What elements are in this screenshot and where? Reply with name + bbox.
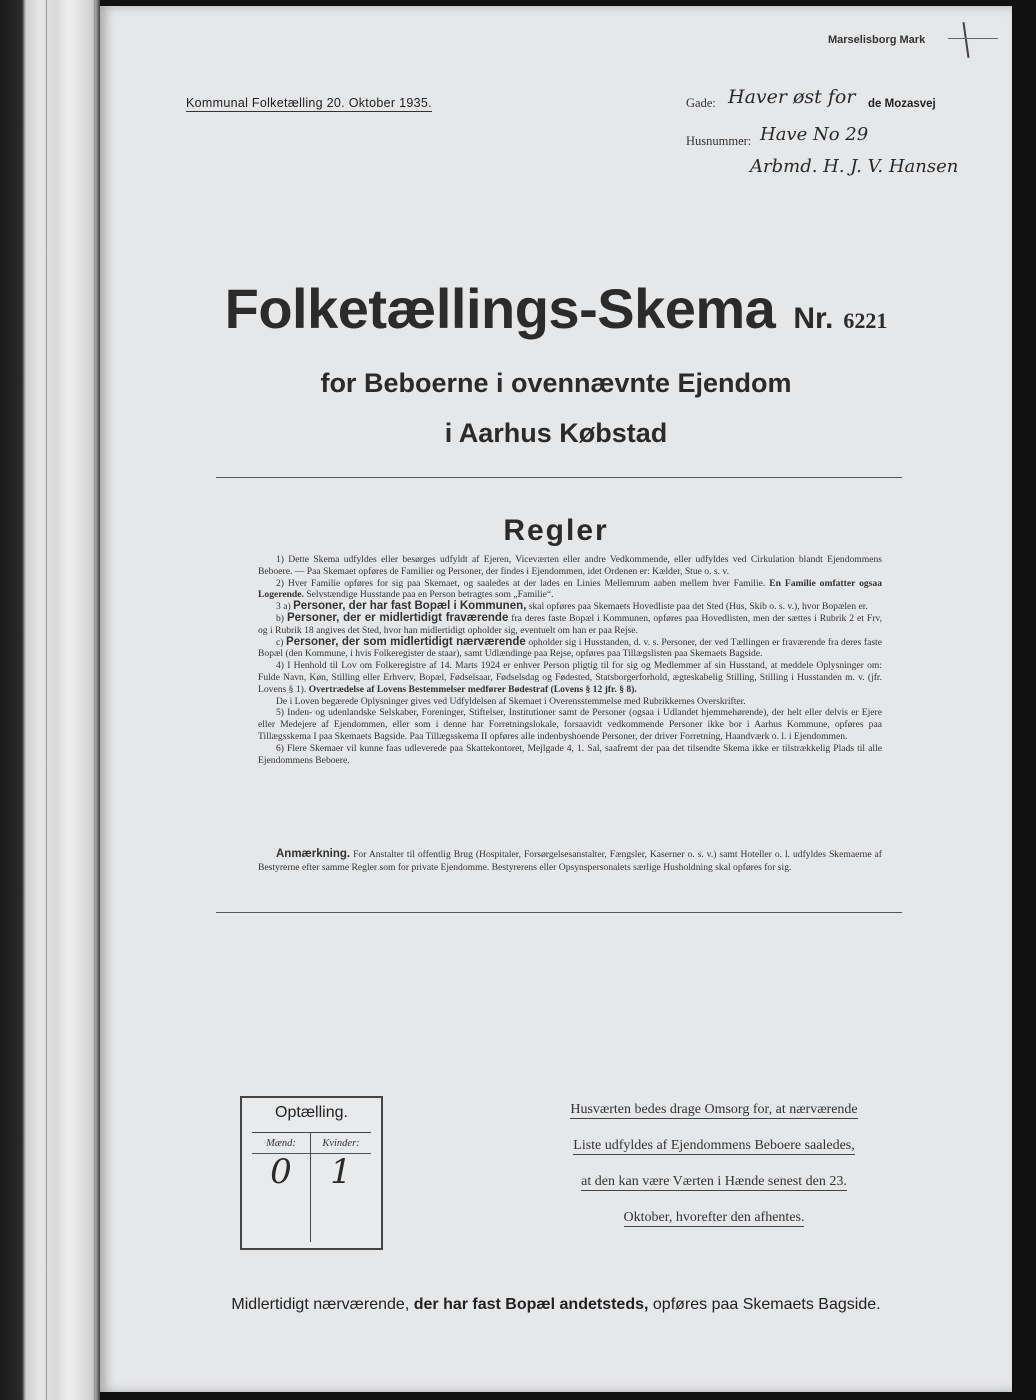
footer-note (100, 1296, 1012, 1314)
spine-edge-line (24, 0, 25, 1400)
rule-6: 6) Flere Skemaer vil kunne faas udleverede paa Skattekontoret, Mejlgade 4, 1. Sal, saafremt der paa det tilsendte Skema ikke er tilstrækkelig Plads til alle Ejendommens Beboere. (258, 742, 882, 766)
footer-part-2: der har fast Bopæl andetsteds, (413, 1296, 649, 1313)
annotation-paragraph (258, 848, 882, 874)
notice-line-2-text: Liste udfyldes af Ejendommens Beboere saaledes, (573, 1138, 855, 1153)
notice-line-4-text: Oktober, hvorefter den afhentes. (623, 1210, 805, 1225)
rule-2-tail: Selvstændige Husstande paa en Person betragtes som „Familie“. (306, 589, 554, 601)
rule-2-text: 2) Hver Familie opføres for sig paa Skemaet, og saaledes at der lades en Linies Mellemrum aaben mellem hver Familie. (276, 577, 766, 589)
rule-3a-text: skal opføres paa Skemaets Hovedliste paa det Sted (Hus, Skib o. s. v.), hvor Bopælen er. (528, 601, 868, 613)
notice-line-3 (542, 1172, 886, 1192)
rule-3b-num: b) (276, 612, 284, 624)
rule-5: 5) Inden- og udenlandske Selskaber, Foreninger, Stiftelser, Institutioner samt de Personer (ogsaa i Udlandet hjemmehørende), der helt eller delvis er Ejere eller Medejere af Ejendommen, eller som i denne har Forretningslokale, forsaavidt vedkommende Personer ikke bor i Aarhus Kommune, opføres paa Tillægsskema I paa Skemaets Bagside. Paa Tillægsskema II opføres alle indenbyshoende Personer, der driver Forretning, Haandværk o. l. i Ejendommen. (258, 707, 882, 742)
divider-line (216, 912, 902, 913)
men-label: Mænd: (266, 1138, 296, 1149)
rule-2-bold: En Familie omfatter ogsaa Logerende. (258, 577, 882, 601)
rule-4-text: 4) I Henhold til Lov om Folkeregistre af 14. Marts 1924 er enhver Person pligtig til for sig og Medlemmer af sin Husstand, at meddele Oplysninger om: Fulde Navn, Køn, Stilling eller Erhverv, Bopæl, Fødselsaar, Fødselsdag og Fødested, Statsborgerforhold, ægteskabelig Stilling, Stilling i Husstanden m. v. (jfr. Lovens § 1). (258, 660, 882, 695)
count-box-title: Optælling. (275, 1104, 348, 1121)
divider-line (216, 477, 902, 478)
rule-3a-bold: Personer, der har fast Bopæl i Kommunen, (293, 600, 527, 613)
form-title-main: Folketællings-Skema (224, 277, 776, 340)
footer-part-1: Midlertidigt nærværende, (231, 1296, 410, 1313)
annotation-label: Anmærkning. (276, 848, 351, 860)
rule-4 (258, 660, 882, 695)
notice-line-4 (542, 1208, 886, 1228)
census-form-page (100, 6, 1012, 1392)
rules-heading: Regler (503, 514, 609, 547)
rule-3a-num: 3 a) (276, 601, 291, 613)
women-label: Kvinder: (322, 1138, 360, 1149)
rule-2 (258, 578, 882, 602)
annotation-block (258, 848, 882, 874)
form-number-label: Nr. (793, 302, 834, 335)
form-subtitle-2: i Aarhus Købstad (444, 418, 668, 448)
men-count-value: 0 (270, 1152, 292, 1192)
notice-line-2 (542, 1136, 886, 1156)
notice-line-1-text: Husværten bedes drage Omsorg for, at nærværende (570, 1102, 858, 1117)
book-spine (0, 0, 100, 1400)
gade-suffix: de Mozasvej (868, 98, 936, 110)
footer-part-3: opføres paa Skemaets Bagside. (652, 1296, 881, 1313)
count-box (240, 1096, 383, 1250)
spine-edge-line (94, 0, 95, 1400)
spine-edge-line (46, 0, 47, 1400)
pencil-cross-mark (963, 22, 970, 58)
count-box-rule (252, 1132, 371, 1133)
gade-handwritten-value: Haver øst for (728, 86, 856, 108)
owner-handwritten-name: Arbmd. H. J. V. Hansen (750, 156, 959, 177)
rule-3c-text: opholder sig i Husstanden, d. v. s. Personer, der ved Tællingen er fraværende fra deres faste Bopæl (den Kommune, i hvis Folkeregister de staar), samt Udlændinge paa Rejse, opføres paa Tillægslisten paa Skemaets Bagside. (258, 636, 882, 660)
rule-4-note: De i Loven begærede Oplysninger gives ved Udfyldelsen af Skemaet i Overensstemmelse med Rubrikkernes Overskrifter. (276, 695, 746, 707)
form-title (100, 276, 1012, 341)
rule-3b (258, 613, 882, 637)
notice-line-1 (542, 1100, 886, 1120)
annotation-text: For Anstalter til offentlig Brug (Hospitaler, Forsørgelsesanstalter, Fængsler, Kaserner o. s. v.) samt Hoteller o. l. udfyldes Skemaerne af Bestyrerne efter samme Regler som for private Ejendomme. Bestyrerens eller Opsynspersonalets særlige Husholdning skal opføres for sig. (258, 849, 882, 873)
form-subtitle-1: for Beboerne i ovennævnte Ejendom (320, 368, 792, 398)
rules-body (258, 554, 882, 766)
rule-3b-bold: Personer, der er midlertidigt fraværende (286, 611, 509, 624)
mark-label: Marselisborg Mark (828, 34, 926, 46)
rule-3c (258, 637, 882, 661)
rule-3b-text: fra deres faste Bopæl i Kommunen, opføres paa Hovedlisten, men der sættes i Rubrik 2 et Frv, og i Rubrik 18 angives det Sted, hvor han midlertidigt opholder sig, eventuelt om han er paa Rejse. (258, 612, 883, 636)
gade-label: Gade: (686, 96, 716, 110)
women-count-value: 1 (330, 1152, 352, 1192)
husnummer-label: Husnummer: (686, 134, 752, 148)
rule-3c-bold: Personer, der som midlertidigt nærværende (286, 635, 526, 648)
rule-3c-num: c) (276, 636, 284, 648)
census-date-line: Kommunal Folketælling 20. Oktober 1935. (186, 96, 432, 110)
rule-4-bold: Overtrædelse af Lovens Bestemmelser medfører Bødestraf (Lovens § 12 jfr. § 8). (308, 683, 637, 695)
husnummer-handwritten-value: Have No 29 (760, 124, 869, 145)
notice-line-3-text: at den kan være Værten i Hænde senest den 23. (581, 1174, 847, 1189)
form-number-value: 6221 (843, 308, 888, 333)
rule-1: 1) Dette Skema udfyldes eller besørges udfyldt af Ejeren, Viceværten eller andre Vedkommende, eller udfyldes ved Cirkulation blandt Ejendommens Beboere. — Paa Skemaet opføres de Familier og Personer, der findes i Ejendommen, idet Ordenen er: Kælder, Stue o. s. v. (258, 554, 882, 577)
pencil-cross-mark (948, 38, 998, 39)
